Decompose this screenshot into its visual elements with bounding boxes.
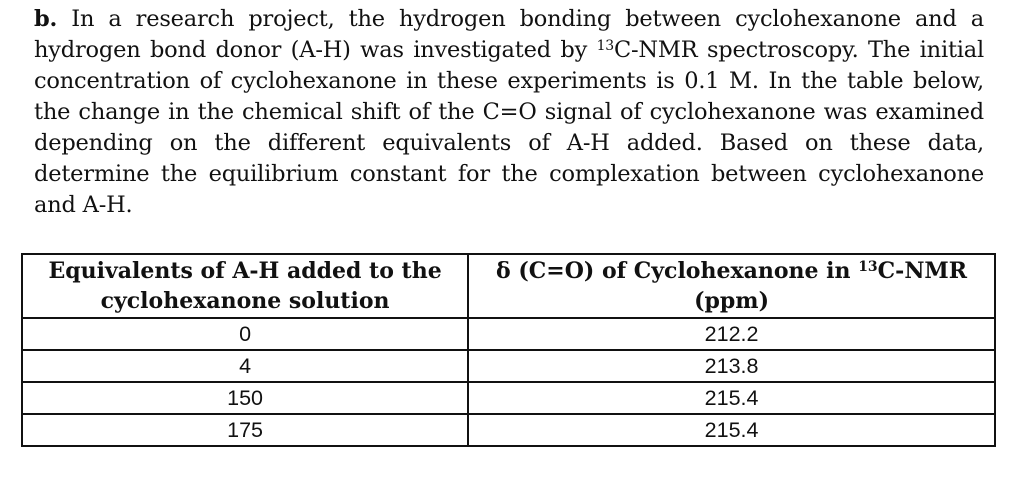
question-text [34, 4, 984, 221]
cell-equivalents: 4 [22, 350, 468, 382]
table-row [22, 318, 995, 350]
cell-equivalents: 175 [22, 414, 468, 446]
header-shift-part1: δ (C=O) of Cyclohexanone in [496, 258, 859, 284]
cell-equivalents: 150 [22, 382, 468, 414]
table-row [22, 350, 995, 382]
table-row [22, 382, 995, 414]
question-text-part1: In a research project, the hydrogen bonding between cyclohexanone and a hydrogen bond donor (A-H) was investigated by [34, 6, 984, 63]
cell-shift: 215.4 [468, 414, 995, 446]
header-chemical-shift [468, 254, 995, 318]
question-text-part2: C-NMR spectroscopy. The initial concentration of cyclohexanone in these experiments is 0.1 M. In the table below, the change in the chemical shift of the C=O signal of cyclohexanone was examined depending on the different equivalents of A-H added. Based on these data, determine the equilibrium constant for the complexation between cyclohexanone and A-H. [34, 37, 984, 218]
table-header-row [22, 254, 995, 318]
cell-shift: 213.8 [468, 350, 995, 382]
table-row [22, 414, 995, 446]
cell-shift: 212.2 [468, 318, 995, 350]
header-isotope-superscript: 13 [858, 259, 878, 275]
header-shift-part2: C-NMR (ppm) [694, 258, 968, 314]
cell-shift: 215.4 [468, 382, 995, 414]
isotope-superscript: 13 [596, 38, 614, 54]
cell-equivalents: 0 [22, 318, 468, 350]
nmr-data-table [21, 253, 996, 447]
question-label: b. [34, 6, 58, 32]
header-equivalents: Equivalents of A-H added to the cyclohexanone solution [22, 254, 468, 318]
